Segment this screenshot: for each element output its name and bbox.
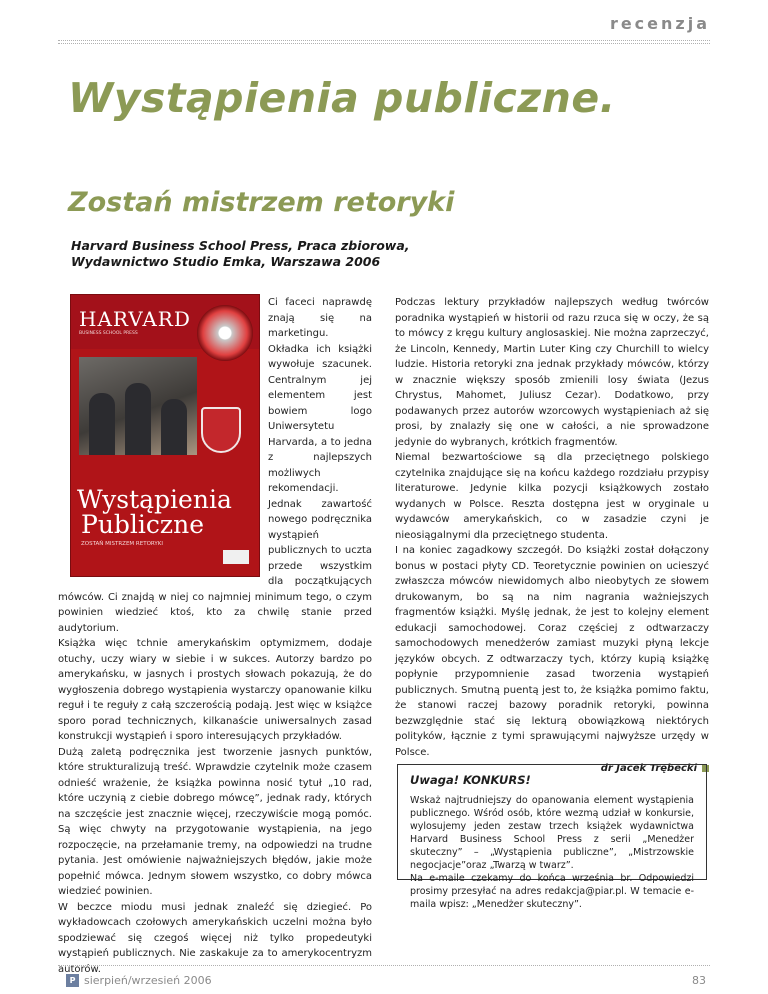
paragraph: W beczce miodu musi jednak znaleźć się dziegieć. Po wykładowcach czołowych amerykańskich uczelni można było spodziewać się czegoś więcej niż tylko propedeutyki wystąpień publicznych. Nie zaskakuje za to amerykocentryzm autorów. (58, 901, 372, 975)
cover-subtitle: ZOSTAŃ MISTRZEM RETORYKI (81, 541, 163, 547)
bibliographic-line-edition: Wydawnictwo Studio Emka, Warszawa 2006 (71, 254, 381, 269)
page-number: 83 (692, 974, 706, 987)
contest-text: Wskaż najtrudniejszy do opanowania element wystąpienia publicznego. Wśród osób, które wezmą udział w konkursie, wylosujemy jeden zestaw trzech książek wydawnictwa Harvard Business School Press z serii „Menedżer skuteczny” – „Wystąpienia publiczne”, „Mistrzowskie negocjacje”oraz „Twarzą w twarz”. (410, 794, 694, 871)
author-name: dr Jacek Trębecki (600, 763, 697, 774)
cd-disc-icon (197, 305, 253, 361)
person-silhouette-icon (161, 399, 187, 455)
magazine-logo-icon: P (66, 974, 79, 987)
bibliographic-line-publisher: Harvard Business School Press, Praca zbiorowa, (71, 238, 410, 253)
paragraph: I na koniec zagadkowy szczegół. Do książki został dołączony bonus w postaci płyty CD. Teoretycznie powinien on ucieszyć zwłaszcza mówców niewidomych albo nieobytych ze słowem drukowanym, bo są na nim nagrania ważniejszych fragmentów książki. Myślę jednak, że jest to kolejny element edukacji samochodowej. Coraz częściej z odtwarzaczy samochodowych menedżerów zamiast muzyki płyną lekcje języków obcych. Z odtwarzaczy tych, którzy kupią książkę popłynie przypomnienie zasad tworzenia wystąpień publicznych. Smutną puentą jest to, że książka pomimo faktu, że stanowi raczej bazowy poradnik retoryki, powinna bezwzględnie stać się lekturą obowiązkową niektórych polityków, łącznie z tymi sprawującymi najwyższe urzędy w Polsce. (395, 545, 709, 758)
section-divider (58, 40, 710, 44)
studio-emka-logo (223, 550, 249, 564)
paragraph: Dużą zaletą podręcznika jest tworzenie jasnych punktów, które strukturalizują treść. Wprawdzie czytelnik może czasem odnieść wrażenie, że książka powinna nosić tytuł „10 rad, które uczynią z ciebie dobrego mówcę”, jednak rady, których na szczęście jest znacznie więcej, rzeczywiście mogą pomóc. Są więc chwyty na przygotowanie wystąpienia, na jego rozpoczęcie, na przełamanie tremy, na odpowiedzi na trudne pytania. Jest omówienie najważniejszych błędów, jakie może popełnić mówca. Jednym słowem wszystko, co dobry mówca wiedzieć powinien. (58, 746, 372, 897)
paragraph: Niemal bezwartościowe są dla przeciętnego polskiego czytelnika znajdujące się na końcu każdego rozdziału przypisy literaturowe. Jedynie kilka pozycji książkowych zostało wydanych w Polsce. Reszta dostępna jest w oryginale u wydawców amerykańskich, co w zasadzie czyni je nieosiągalnymi dla przeciętnego studenta. (395, 452, 709, 541)
contest-title: Uwaga! KONKURS! (410, 773, 531, 787)
article-right-column (395, 295, 709, 777)
cover-photo (79, 357, 197, 455)
footer-divider (58, 965, 710, 966)
cover-publisher-sub: BUSINESS SCHOOL PRESS (79, 331, 138, 336)
paragraph: Podczas lektury przykładów najlepszych według twórców poradnika wystąpień w historii od razu rzuca się w oczy, że są to mówcy z kręgu kultury anglosaskiej. Nie można zaprzeczyć, że Lincoln, Kennedy, Martin Luter King czy Churchill to wielcy ludzie. Historia retoryki zna jednak przykłady mówców, którzy w znacznie większy sposób zmienili losy świata (Jezus Chrystus, Mahomet, Juliusz Cezar). Dodatkowo, przy podawanych przez autorów wzorcowych wystąpieniach aż się prosi, by znalazły się one w całości, a nie sprowadzone jedynie do wybranych, krótkich fragmentów. (395, 297, 709, 448)
contest-text: Na e-maile czekamy do końca września br. Odpowiedzi prosimy przesyłać na adres redakcja@piar.pl. W temacie e-maila wpisz: „Menedżer skuteczny”. (410, 872, 694, 910)
cover-publisher: HARVARD (79, 307, 191, 331)
paragraph: Książka więc tchnie amerykańskim optymizmem, dodaje otuchy, uczy wiary w siebie i w sukces. Autorzy bardzo po amerykańsku, w jasnych i prostych słowach pokazują, że do wygłoszenia dobrego wystąpienia wystarczy opanowanie kilku reguł i te reguły z całą szczerością podają. Jest więc w książce sporo porad technicznych, kilkanaście uniwersalnych zasad konstrukcji wystąpień i sporo interesujących przykładów. (58, 638, 372, 742)
article-title: Wystąpienia publiczne. (68, 74, 616, 122)
cover-title-line2: Publiczne (81, 510, 204, 539)
article-subtitle: Zostań mistrzem retoryki (68, 187, 455, 218)
harvard-shield-icon (201, 407, 241, 453)
paragraph: Jednak zawartość nowego podręcznika wystąpień publicznych to uczta przede wszystkim dla początkujących mówców. Ci znajdą w niej co najmniej minimum tego, o czym powinien wiedzieć ktoś, kto za chwilę stanie przed audytorium. (58, 498, 372, 634)
person-silhouette-icon (125, 383, 151, 455)
paragraph: Ci faceci naprawdę znają się na marketingu. Okładka ich książki wywołuje szacunek. Centralnym jej elementem jest bowiem logo Uniwersytetu Harvarda, a to jedna z najlepszych możliwych rekomendacji. (268, 297, 372, 494)
book-cover-image (70, 294, 260, 577)
section-tag: recenzja (609, 14, 710, 33)
cover-title-line1: Wystąpienia (77, 485, 232, 514)
contest-box (397, 764, 707, 910)
person-silhouette-icon (89, 393, 115, 455)
issue-date: sierpień/wrzesień 2006 (84, 974, 212, 987)
bibliographic-info (71, 238, 631, 270)
